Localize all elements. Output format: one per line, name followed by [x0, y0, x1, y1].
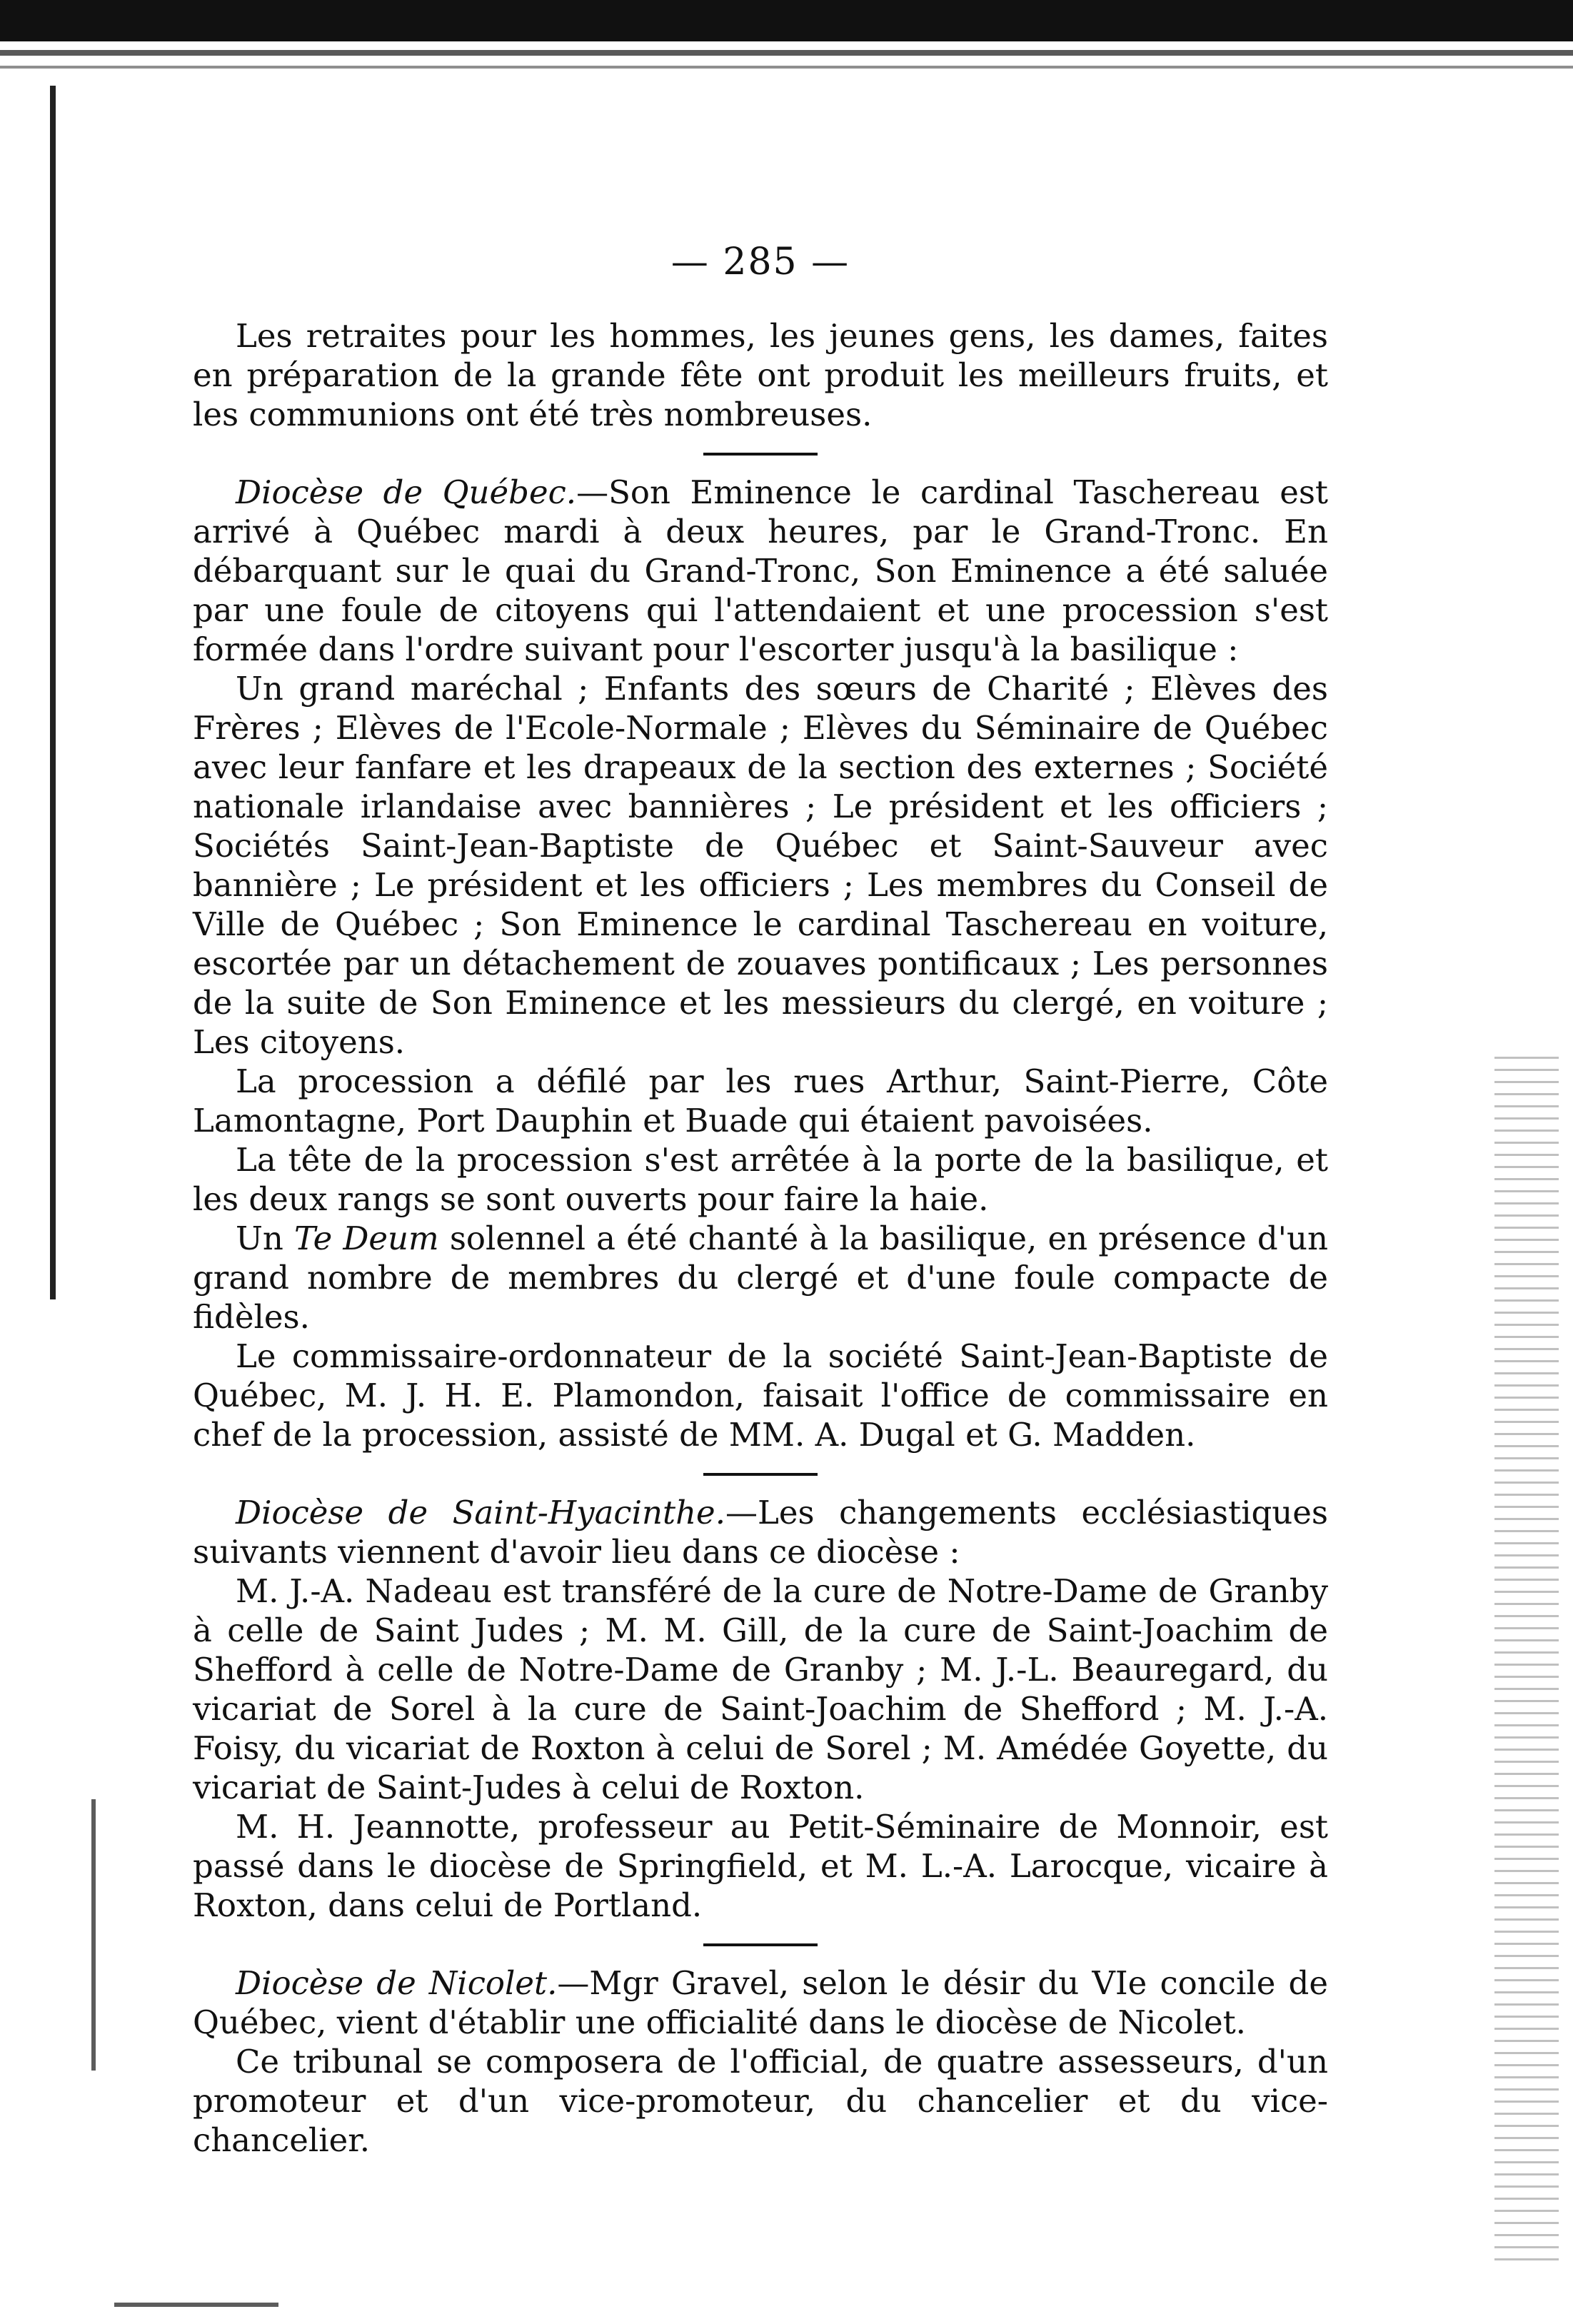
section-heading-quebec: Diocèse de Québec. [236, 473, 577, 511]
section-heading-saint-hyacinthe: Diocèse de Saint-Hyacinthe. [236, 1494, 725, 1531]
paragraph-quebec-arrival [193, 473, 1328, 669]
paragraph-procession-head: La tête de la procession s'est arrêtée à la porte de la basilique, et les deux rangs se sont ouverts pour faire la haie. [193, 1141, 1328, 1218]
paragraph-commissaire: Le commissaire-ordonnateur de la société Saint-Jean-Baptiste de Québec, M. J. H. E. Plamondon, faisait l'office de commissaire en chef de la procession, assisté de MM. A. Dugal et G. Madden. [193, 1337, 1328, 1454]
paragraph-saint-hyacinthe-text: —Les changements ecclésiastiques suivants viennent d'avoir lieu dans ce diocèse : [193, 1494, 1328, 1571]
scan-left-edge-lower [91, 1799, 96, 2071]
scan-top-rule-thin [0, 50, 1573, 56]
section-divider [703, 1473, 818, 1476]
scan-top-rule [0, 0, 1573, 41]
paragraph-retraites: Les retraites pour les hommes, les jeunes gens, les dames, faites en préparation de la grande fête ont produit les meilleurs fruits, et les communions ont été très nombreuses. [193, 317, 1328, 433]
te-deum-text-b: solennel a été chanté à la basilique, en présence d'un grand nombre de membres du clergé et d'une foule compacte de fidèles. [193, 1219, 1328, 1336]
paragraph-procession-route: La procession a défilé par les rues Arthur, Saint-Pierre, Côte Lamontagne, Port Dauphin et Buade qui étaient pavoisées. [193, 1062, 1328, 1140]
te-deum-text-a: Un [236, 1219, 295, 1257]
paragraph-nicolet [193, 1963, 1328, 2042]
paragraph-procession-order: Un grand maréchal ; Enfants des sœurs de Charité ; Elèves des Frères ; Elèves de l'Ecole-Normale ; Elèves du Séminaire de Québec avec leur fanfare et les drapeaux de la section des externes ; Société nationale irlandaise avec bannières ; Le président et les officiers ; Sociétés Saint-Jean-Baptiste de Québec et Saint-Sauveur avec bannière ; Le président et les officiers ; Les membres du Conseil de Ville de Québec ; Son Eminence le cardinal Taschereau en voiture, escortée par un détachement de zouaves pontificaux ; Les personnes de la suite de Son Eminence et les messieurs du clergé, en voiture ; Les citoyens. [193, 670, 1328, 1061]
paragraph-saint-hyacinthe [193, 1493, 1328, 1571]
section-divider [703, 1943, 818, 1946]
paragraph-nicolet-text: —Mgr Gravel, selon le désir du VIe concile de Québec, vient d'établir une officialité dans le diocèse de Nicolet. [193, 1964, 1328, 2041]
te-deum-italic: Te Deum [294, 1219, 439, 1257]
scan-top-rule-thin-lower [0, 66, 1573, 69]
scan-bottom-mark [114, 2303, 278, 2307]
paragraph-te-deum [193, 1219, 1328, 1337]
scan-right-edge-noise [1494, 1057, 1559, 2270]
paragraph-jeannotte: M. H. Jeannotte, professeur au Petit-Séminaire de Monnoir, est passé dans le diocèse de Springfield, et M. L.-A. Larocque, vicaire à Roxton, dans celui de Portland. [193, 1808, 1328, 1924]
page-number: — 285 — [670, 241, 850, 283]
paragraph-changements: M. J.-A. Nadeau est transféré de la cure de Notre-Dame de Granby à celle de Saint Judes ; M. M. Gill, de la cure de Saint-Joachim de Shefford à celle de Notre-Dame de Granby ; M. J.-L. Beauregard, du vicariat de Sorel à la cure de Saint-Joachim de Shefford ; M. J.-A. Foisy, du vicariat de Roxton à celui de Sorel ; M. Amédée Goyette, du vicariat de Saint-Judes à celui de Roxton. [193, 1572, 1328, 1806]
paragraph-tribunal: Ce tribunal se composera de l'official, de quatre assesseurs, d'un promoteur et d'un vice-promoteur, du chancelier et du vice-chancelier. [193, 2043, 1328, 2159]
page-body [193, 243, 1328, 2160]
scan-left-edge [50, 86, 56, 1299]
paragraph-quebec-arrival-text: —Son Eminence le cardinal Taschereau est arrivé à Québec mardi à deux heures, par le Grand-Tronc. En débarquant sur le quai du Grand-Tronc, Son Eminence a été saluée par une foule de citoyens qui l'attendaient et une procession s'est formée dans l'ordre suivant pour l'escorter jusqu'à la basilique : [193, 473, 1329, 668]
section-heading-nicolet: Diocèse de Nicolet. [236, 1964, 558, 2002]
section-divider [703, 453, 818, 456]
